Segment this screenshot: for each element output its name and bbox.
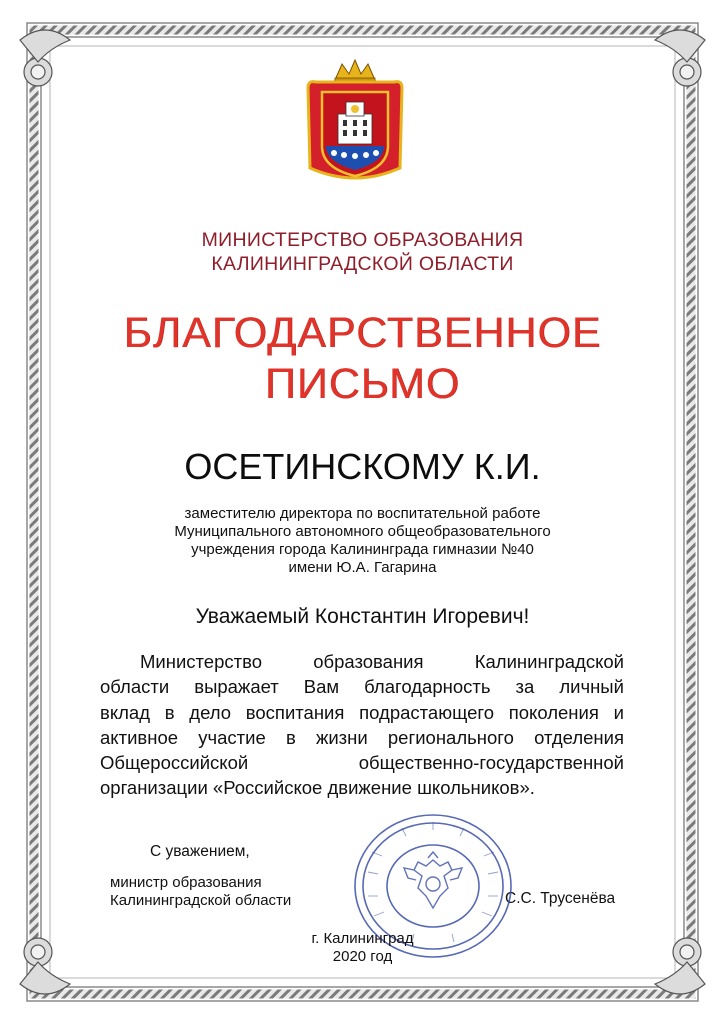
- position-line: заместителю директора по воспитательной работе: [184, 505, 541, 522]
- body-word: Калининградской: [474, 651, 624, 672]
- city: г. Калининград: [311, 930, 414, 947]
- body-word: общественно-государственной: [358, 752, 624, 774]
- body-word: отделения: [534, 726, 624, 748]
- document-title-line2: ПИСЬМО: [264, 360, 461, 408]
- body-word: образования: [313, 651, 424, 672]
- coat-of-arms-icon: [300, 58, 410, 186]
- ministry-name-line2: КАЛИНИНГРАДСКОЙ ОБЛАСТИ: [211, 253, 514, 275]
- greeting: Уважаемый Константин Игоревич!: [195, 605, 530, 628]
- ministry-name-line1: МИНИСТЕРСТВО ОБРАЗОВАНИЯ: [201, 229, 524, 251]
- body-word: благодарность: [364, 676, 491, 698]
- body-word: организации «Российское движение школьников».: [100, 777, 535, 799]
- document-title-line1: БЛАГОДАРСТВЕННОЕ: [123, 309, 602, 357]
- recipient-position: [0, 505, 725, 577]
- body-word: вклад: [100, 701, 151, 723]
- body-word: области: [100, 676, 170, 698]
- minister-title-line1: министр образования: [110, 874, 262, 891]
- signer-name: С.С. Трусенёва: [505, 890, 616, 907]
- body-word: воспитания: [245, 701, 345, 723]
- body-word: участие: [198, 726, 266, 748]
- body-word: жизни: [315, 726, 368, 748]
- body-word: за: [515, 676, 535, 698]
- position-line: имени Ю.А. Гагарина: [288, 559, 437, 576]
- year: 2020 год: [332, 948, 393, 965]
- body-word: Вам: [303, 676, 340, 698]
- body-line: [100, 725, 624, 750]
- position-line: Муниципального автономного общеобразовательного: [174, 523, 551, 540]
- position-line: учреждения города Калининграда гимназии №40: [191, 541, 534, 558]
- body-line: [100, 750, 624, 775]
- body-word: личный: [559, 676, 624, 698]
- body-line: [100, 700, 624, 725]
- minister-title-line2: Калининградской области: [110, 892, 292, 909]
- minister-title: [110, 874, 291, 910]
- body-word: регионального: [387, 726, 514, 748]
- body-line: [100, 775, 624, 800]
- letter-body: [100, 649, 624, 801]
- body-word: дело: [189, 701, 232, 723]
- body-word: Общероссийской: [100, 752, 249, 774]
- body-word: выражает: [194, 676, 279, 698]
- recipient-name: ОСЕТИНСКОМУ К.И.: [184, 446, 541, 487]
- body-line: [100, 649, 624, 674]
- body-word: и: [613, 701, 624, 723]
- body-word: Министерство: [140, 651, 263, 672]
- body-word: в: [164, 701, 175, 723]
- body-word: активное: [100, 726, 179, 748]
- place-and-date: [0, 930, 725, 966]
- body-word: подрастающего: [359, 701, 495, 723]
- regards: С уважением,: [150, 843, 250, 860]
- body-word: в: [285, 726, 296, 748]
- body-word: поколения: [508, 701, 599, 723]
- body-line: [100, 674, 624, 699]
